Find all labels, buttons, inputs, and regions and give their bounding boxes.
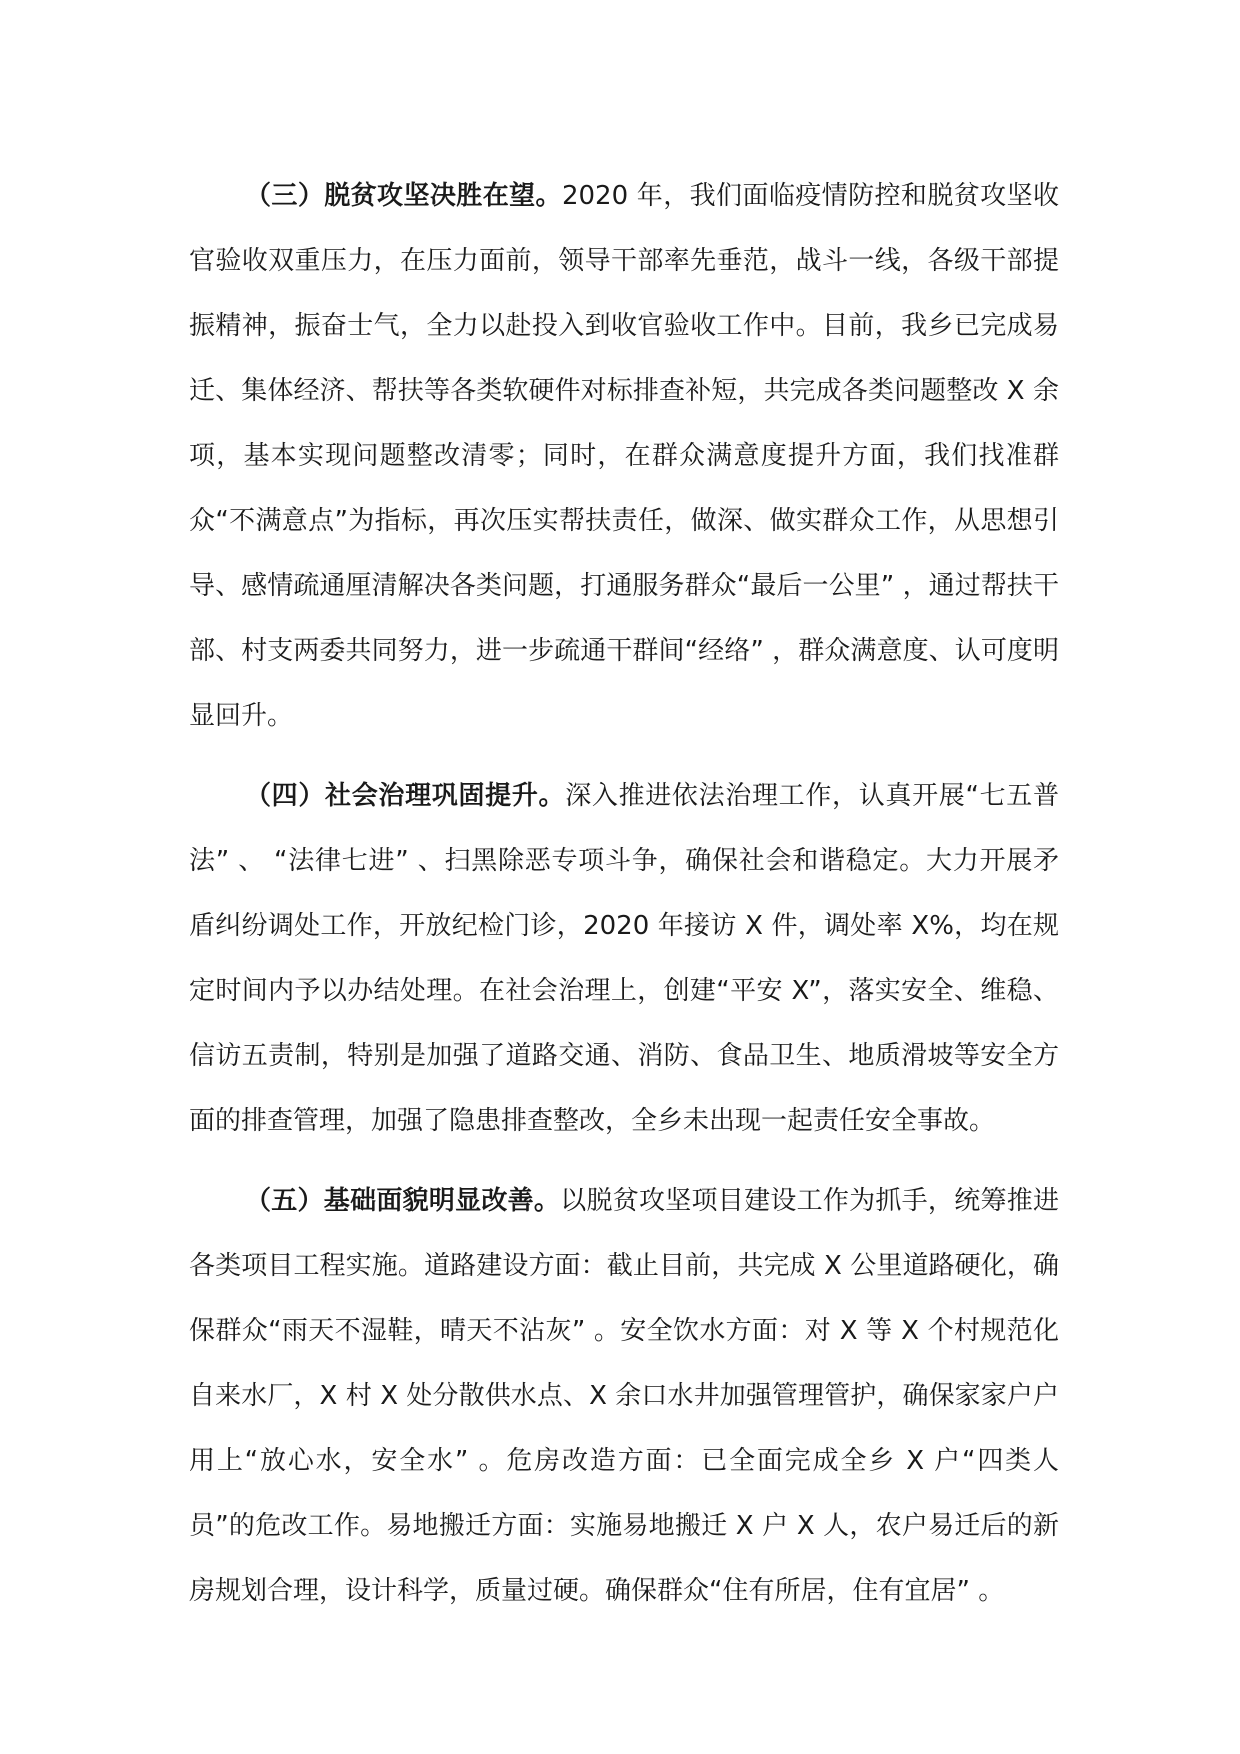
section-heading-3: （三）脱贫攻坚决胜在望。 <box>245 181 562 211</box>
document-body <box>189 164 1059 1639</box>
section-paragraph-3 <box>189 164 1059 749</box>
section-paragraph-4 <box>189 764 1059 1154</box>
section-body-5: 以脱贫攻坚项目建设工作为抓手，统筹推进各类项目工程实施。道路建设方面：截止目前，共完成 X 公里道路硬化，确保群众“雨天不湿鞋，晴天不沾灰” 。安全饮水方面：对 X 等 X 个村规范化自来水厂，X 村 X 处分散供水点、X 余口水井加强管理管护，确保家家户户用上“放心水，安全水” 。危房改造方面：已全面完成全乡 X 户“四类人员”的危改工作。易地搬迁方面：实施易地搬迁 X 户 X 人，农户易迁后的新房规划合理，设计科学，质量过硬。确保群众“住有所居，住有宜居” 。 <box>189 1186 1059 1606</box>
section-heading-4: （四）社会治理巩固提升。 <box>245 781 566 811</box>
section-heading-5: （五）基础面貌明显改善。 <box>245 1186 561 1216</box>
section-body-4: 深入推进依法治理工作，认真开展“七五普法” 、 “法律七进” 、扫黑除恶专项斗争，确保社会和谐稳定。大力开展矛盾纠纷调处工作，开放纪检门诊，2020 年接访 X 件，调处率 X%，均在规定时间内予以办结处理。在社会治理上，创建“平安 X”，落实安全、维稳、信访五责制，特别是加强了道路交通、消防、食品卫生、地质滑坡等安全方面的排查管理，加强了隐患排查整改，全乡未出现一起责任安全事故。 <box>189 781 1059 1136</box>
section-paragraph-5 <box>189 1169 1059 1624</box>
section-body-3: 2020 年，我们面临疫情防控和脱贫攻坚收官验收双重压力，在压力面前，领导干部率先垂范，战斗一线，各级干部提振精神，振奋士气，全力以赴投入到收官验收工作中。目前，我乡已完成易迁、集体经济、帮扶等各类软硬件对标排查补短，共完成各类问题整改 X 余项，基本实现问题整改清零；同时，在群众满意度提升方面，我们找准群众“不满意点”为指标，再次压实帮扶责任，做深、做实群众工作，从思想引导、感情疏通厘清解决各类问题，打通服务群众“最后一公里” ，通过帮扶干部、村支两委共同努力，进一步疏通干群间“经络” ，群众满意度、认可度明显回升。 <box>189 181 1059 731</box>
